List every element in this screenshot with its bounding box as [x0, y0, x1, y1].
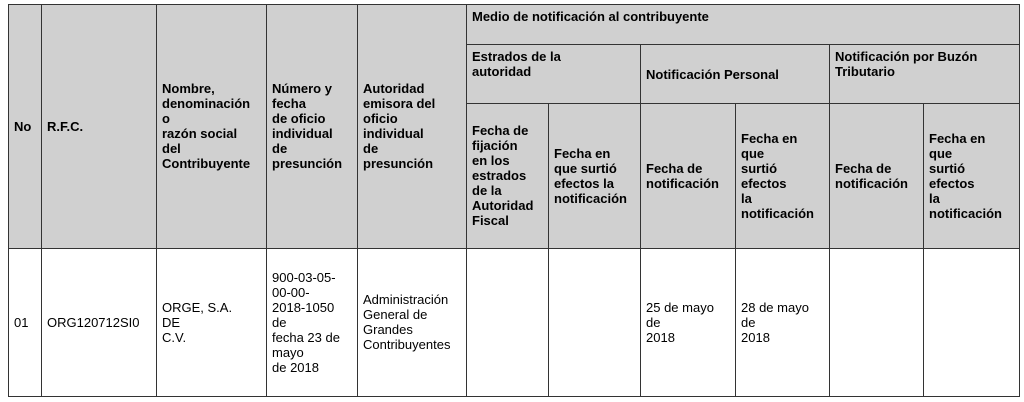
header-notificacion-buzon: Notificación por Buzón Tributario	[830, 45, 1020, 103]
header-fecha-fijacion: Fecha de fijación en los estrados de la Autoridad Fiscal	[467, 103, 549, 248]
cell-fecha-surtio-personal: 28 de mayo de 2018	[736, 248, 830, 396]
cell-autoridad-emisora: Administración General de Grandes Contribuyentes	[358, 248, 467, 396]
header-estrados: Estrados de la autoridad	[467, 45, 641, 103]
table-row	[9, 248, 1020, 396]
header-fecha-notificacion-buzon: Fecha de notificación	[830, 103, 924, 248]
header-autoridad-emisora: Autoridad emisora del oficio individual de presunción	[358, 5, 467, 249]
cell-no: 01	[9, 248, 42, 396]
notification-table	[8, 4, 1020, 397]
header-medio-notificacion: Medio de notificación al contribuyente	[467, 5, 1020, 45]
header-no: No	[9, 5, 42, 249]
cell-fecha-surtio-buzon	[924, 248, 1020, 396]
cell-fecha-surtio-estrados	[549, 248, 641, 396]
header-fecha-notificacion-personal: Fecha de notificación	[641, 103, 736, 248]
header-numero-fecha-oficio: Número y fecha de oficio individual de presunción	[267, 5, 358, 249]
header-fecha-surtio-buzon: Fecha en que surtió efectos la notificación	[924, 103, 1020, 248]
header-fecha-surtio-personal: Fecha en que surtió efectos la notificación	[736, 103, 830, 248]
header-fecha-surtio-estrados: Fecha en que surtió efectos la notificación	[549, 103, 641, 248]
header-notificacion-personal: Notificación Personal	[641, 45, 830, 103]
header-rfc: R.F.C.	[42, 5, 157, 249]
cell-rfc: ORG120712SI0	[42, 248, 157, 396]
cell-fecha-notificacion-personal: 25 de mayo de 2018	[641, 248, 736, 396]
cell-fecha-fijacion	[467, 248, 549, 396]
cell-nombre: ORGE, S.A. DE C.V.	[157, 248, 267, 396]
cell-fecha-notificacion-buzon	[830, 248, 924, 396]
header-nombre: Nombre, denominación o razón social del Contribuyente	[157, 5, 267, 249]
cell-numero-fecha-oficio: 900-03-05- 00-00- 2018-1050 de fecha 23 de mayo de 2018	[267, 248, 358, 396]
